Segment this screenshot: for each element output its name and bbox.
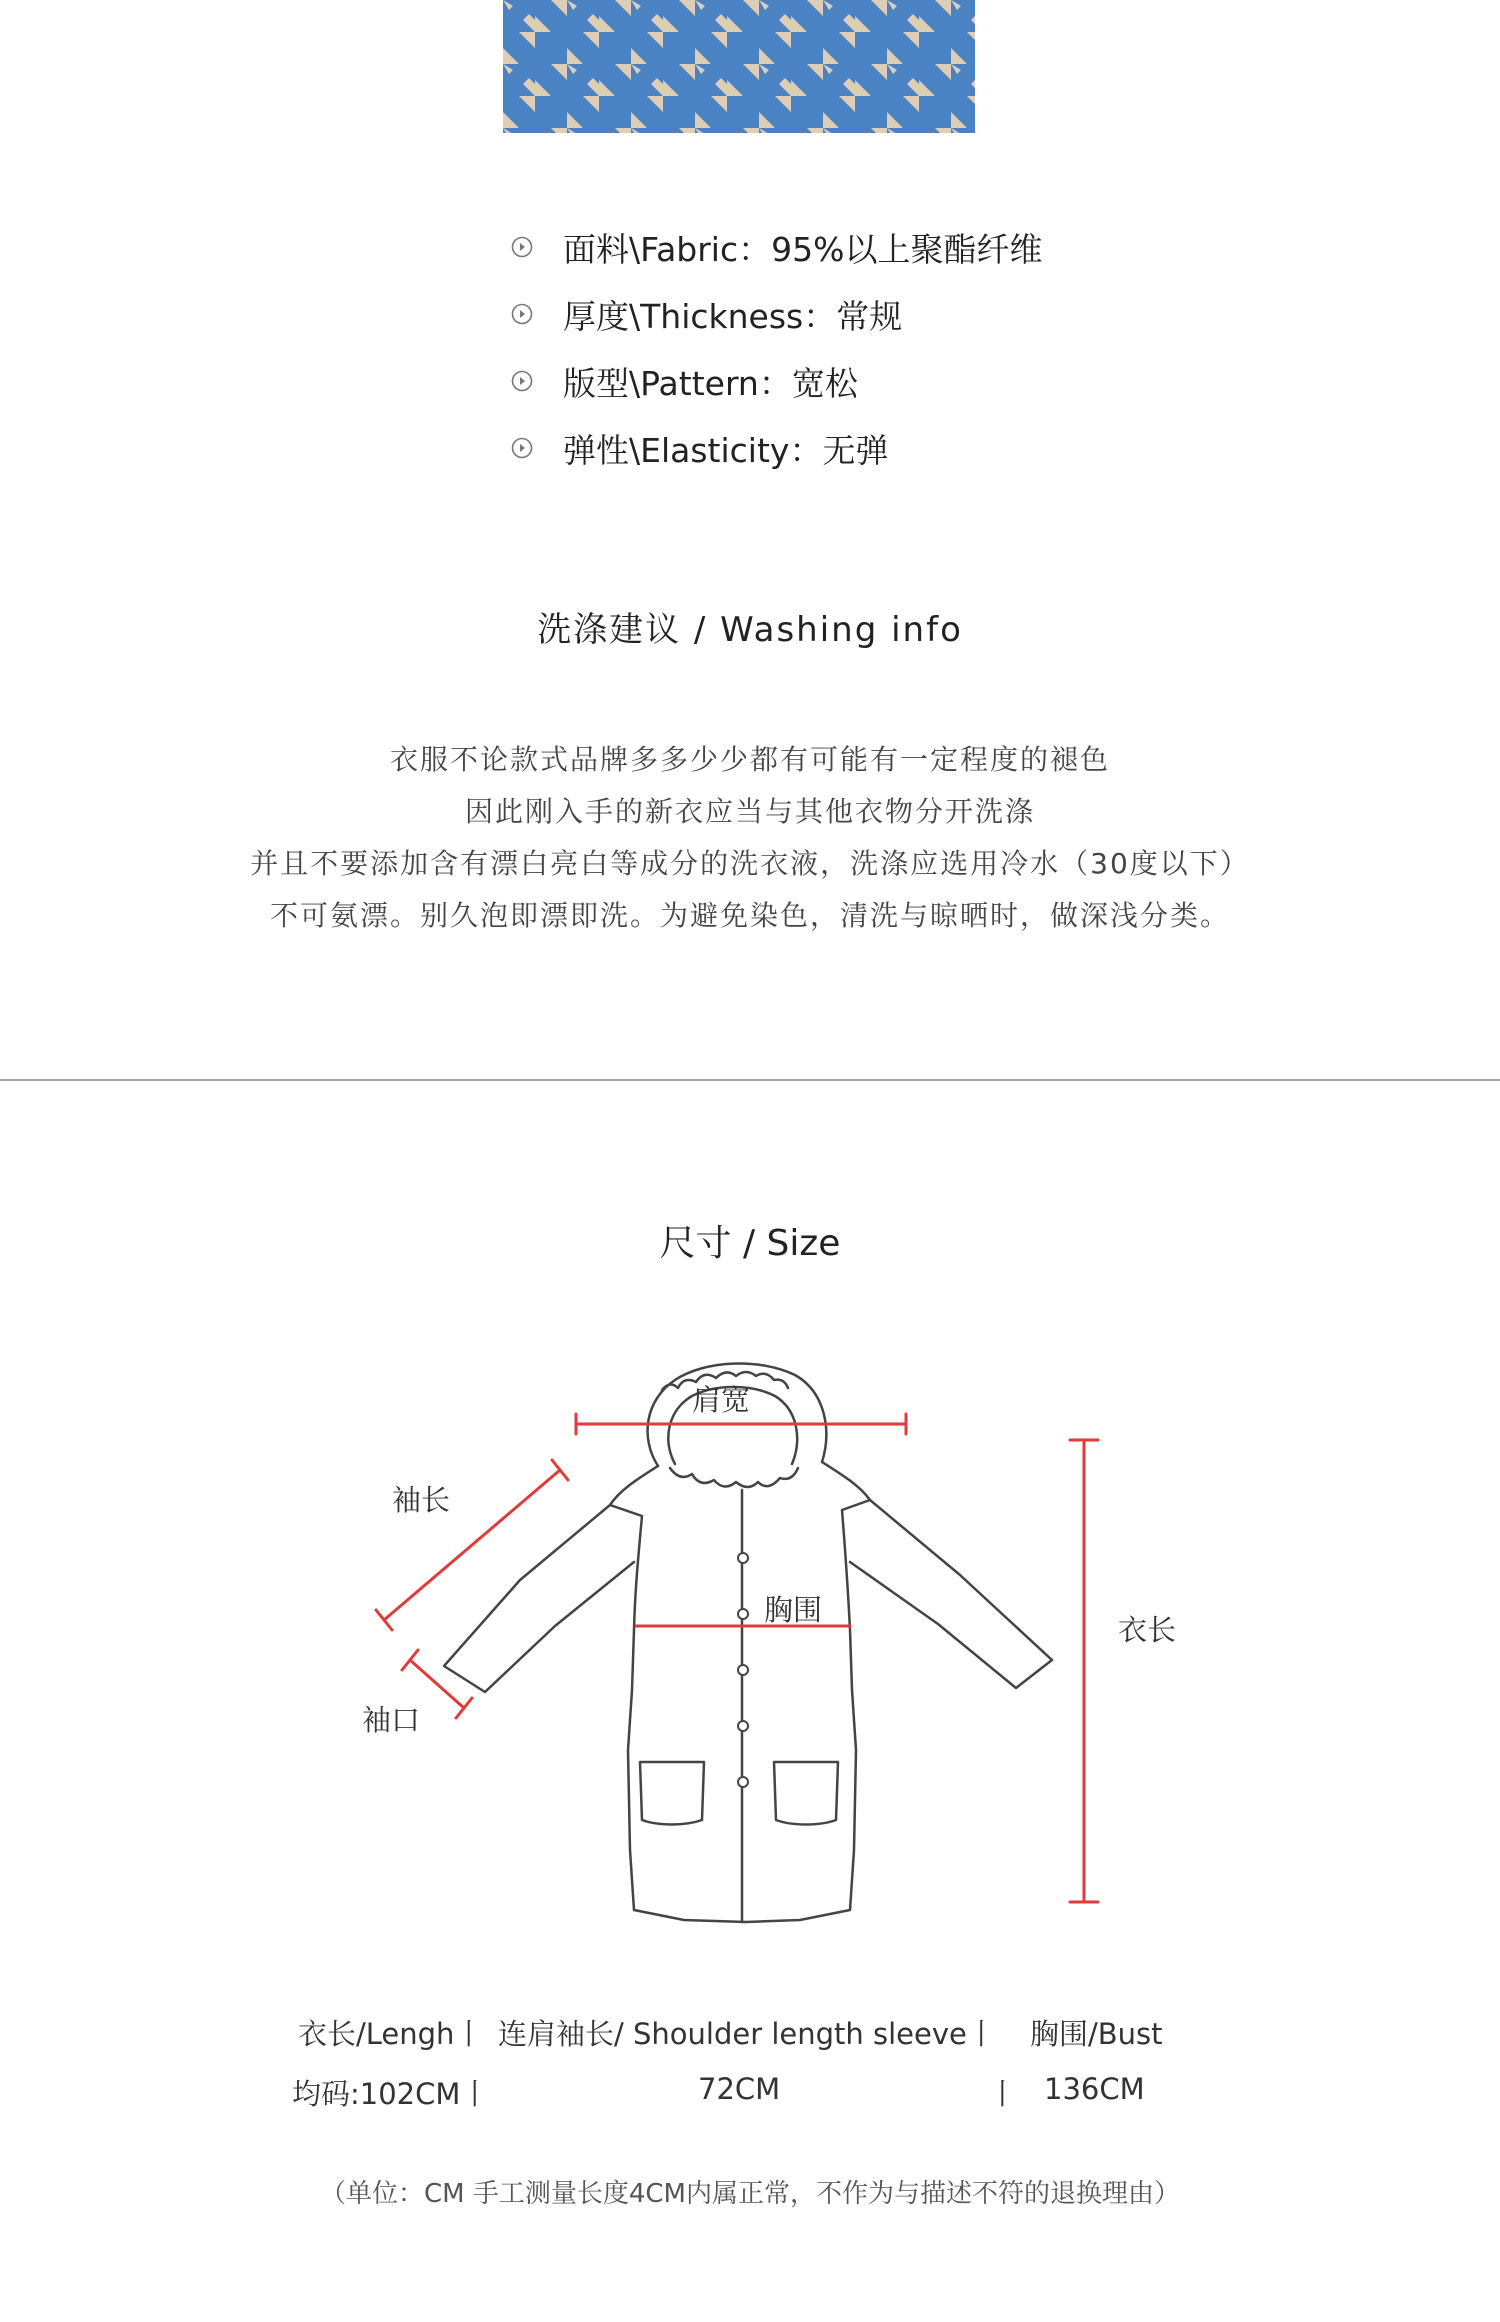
sleeve-label: 袖长 <box>392 1483 451 1517</box>
table-header-bust: 胸围/Bust <box>1030 2017 1163 2051</box>
chest-label: 胸围 <box>764 1593 823 1627</box>
measurement-note: （单位：CM 手工测量长度4CM内属正常，不作为与描述不符的退换理由） <box>320 2179 1180 2209</box>
table-cell-sleeve: 72CM <box>698 2072 781 2106</box>
play-circle-icon <box>511 303 533 325</box>
coat-button <box>738 1777 748 1787</box>
section-divider <box>0 1079 1500 1081</box>
washing-line: 衣服不论款式品牌多多少少都有可能有一定程度的褪色 <box>389 743 1110 776</box>
play-circle-icon <box>511 236 533 258</box>
play-circle-icon <box>511 370 533 392</box>
cuff-measure-line <box>410 1660 464 1708</box>
washing-line: 因此刚入手的新衣应当与其他衣物分开洗涤 <box>464 795 1035 828</box>
table-cell-bust: 136CM <box>1044 2072 1145 2106</box>
washing-line: 不可氨漂。别久泡即漂即洗。为避免染色，清洗与晾晒时，做深浅分类。 <box>269 899 1230 932</box>
coat-button <box>738 1721 748 1731</box>
play-circle-icon <box>511 437 533 459</box>
length-label: 衣长 <box>1118 1613 1177 1647</box>
washing-info-title: 洗涤建议 / Washing info <box>537 610 963 650</box>
spec-row-thickness <box>511 289 902 339</box>
table-cell-length: 均码:102CM丨 <box>292 2077 490 2111</box>
spec-row-pattern <box>511 356 858 406</box>
coat-pocket-left <box>640 1762 704 1825</box>
coat-button <box>738 1665 748 1675</box>
coat-button <box>738 1609 748 1619</box>
shoulder-label: 肩宽 <box>692 1383 751 1417</box>
table-header-sleeve: 连肩袖长/ Shoulder length sleeve丨 <box>498 2017 996 2051</box>
spec-text: 弹性\Elasticity：无弹 <box>563 430 889 470</box>
washing-line: 并且不要添加含有漂白亮白等成分的洗衣液，洗涤应选用冷水（30度以下） <box>250 847 1250 880</box>
spec-text: 版型\Pattern：宽松 <box>563 363 858 403</box>
spec-text: 面料\Fabric：95%以上聚酯纤维 <box>563 229 1043 269</box>
table-separator: 丨 <box>988 2077 1018 2111</box>
spec-row-elasticity <box>511 423 888 473</box>
size-title: 尺寸 / Size <box>659 1223 841 1264</box>
fabric-swatch-image <box>503 0 975 133</box>
spec-row-fabric <box>511 222 1042 272</box>
cuff-label: 袖口 <box>362 1703 421 1737</box>
coat-button <box>738 1553 748 1563</box>
coat-pocket-right <box>774 1762 838 1825</box>
coat-sleeve-right <box>850 1500 1052 1688</box>
table-header-length: 衣长/Lengh丨 <box>298 2017 484 2051</box>
coat-sleeve-left <box>444 1505 634 1692</box>
coat-size-diagram <box>340 1330 1220 1950</box>
coat-body-right <box>746 1462 870 1922</box>
coat-body-left <box>610 1466 746 1922</box>
spec-text: 厚度\Thickness：常规 <box>563 296 903 336</box>
